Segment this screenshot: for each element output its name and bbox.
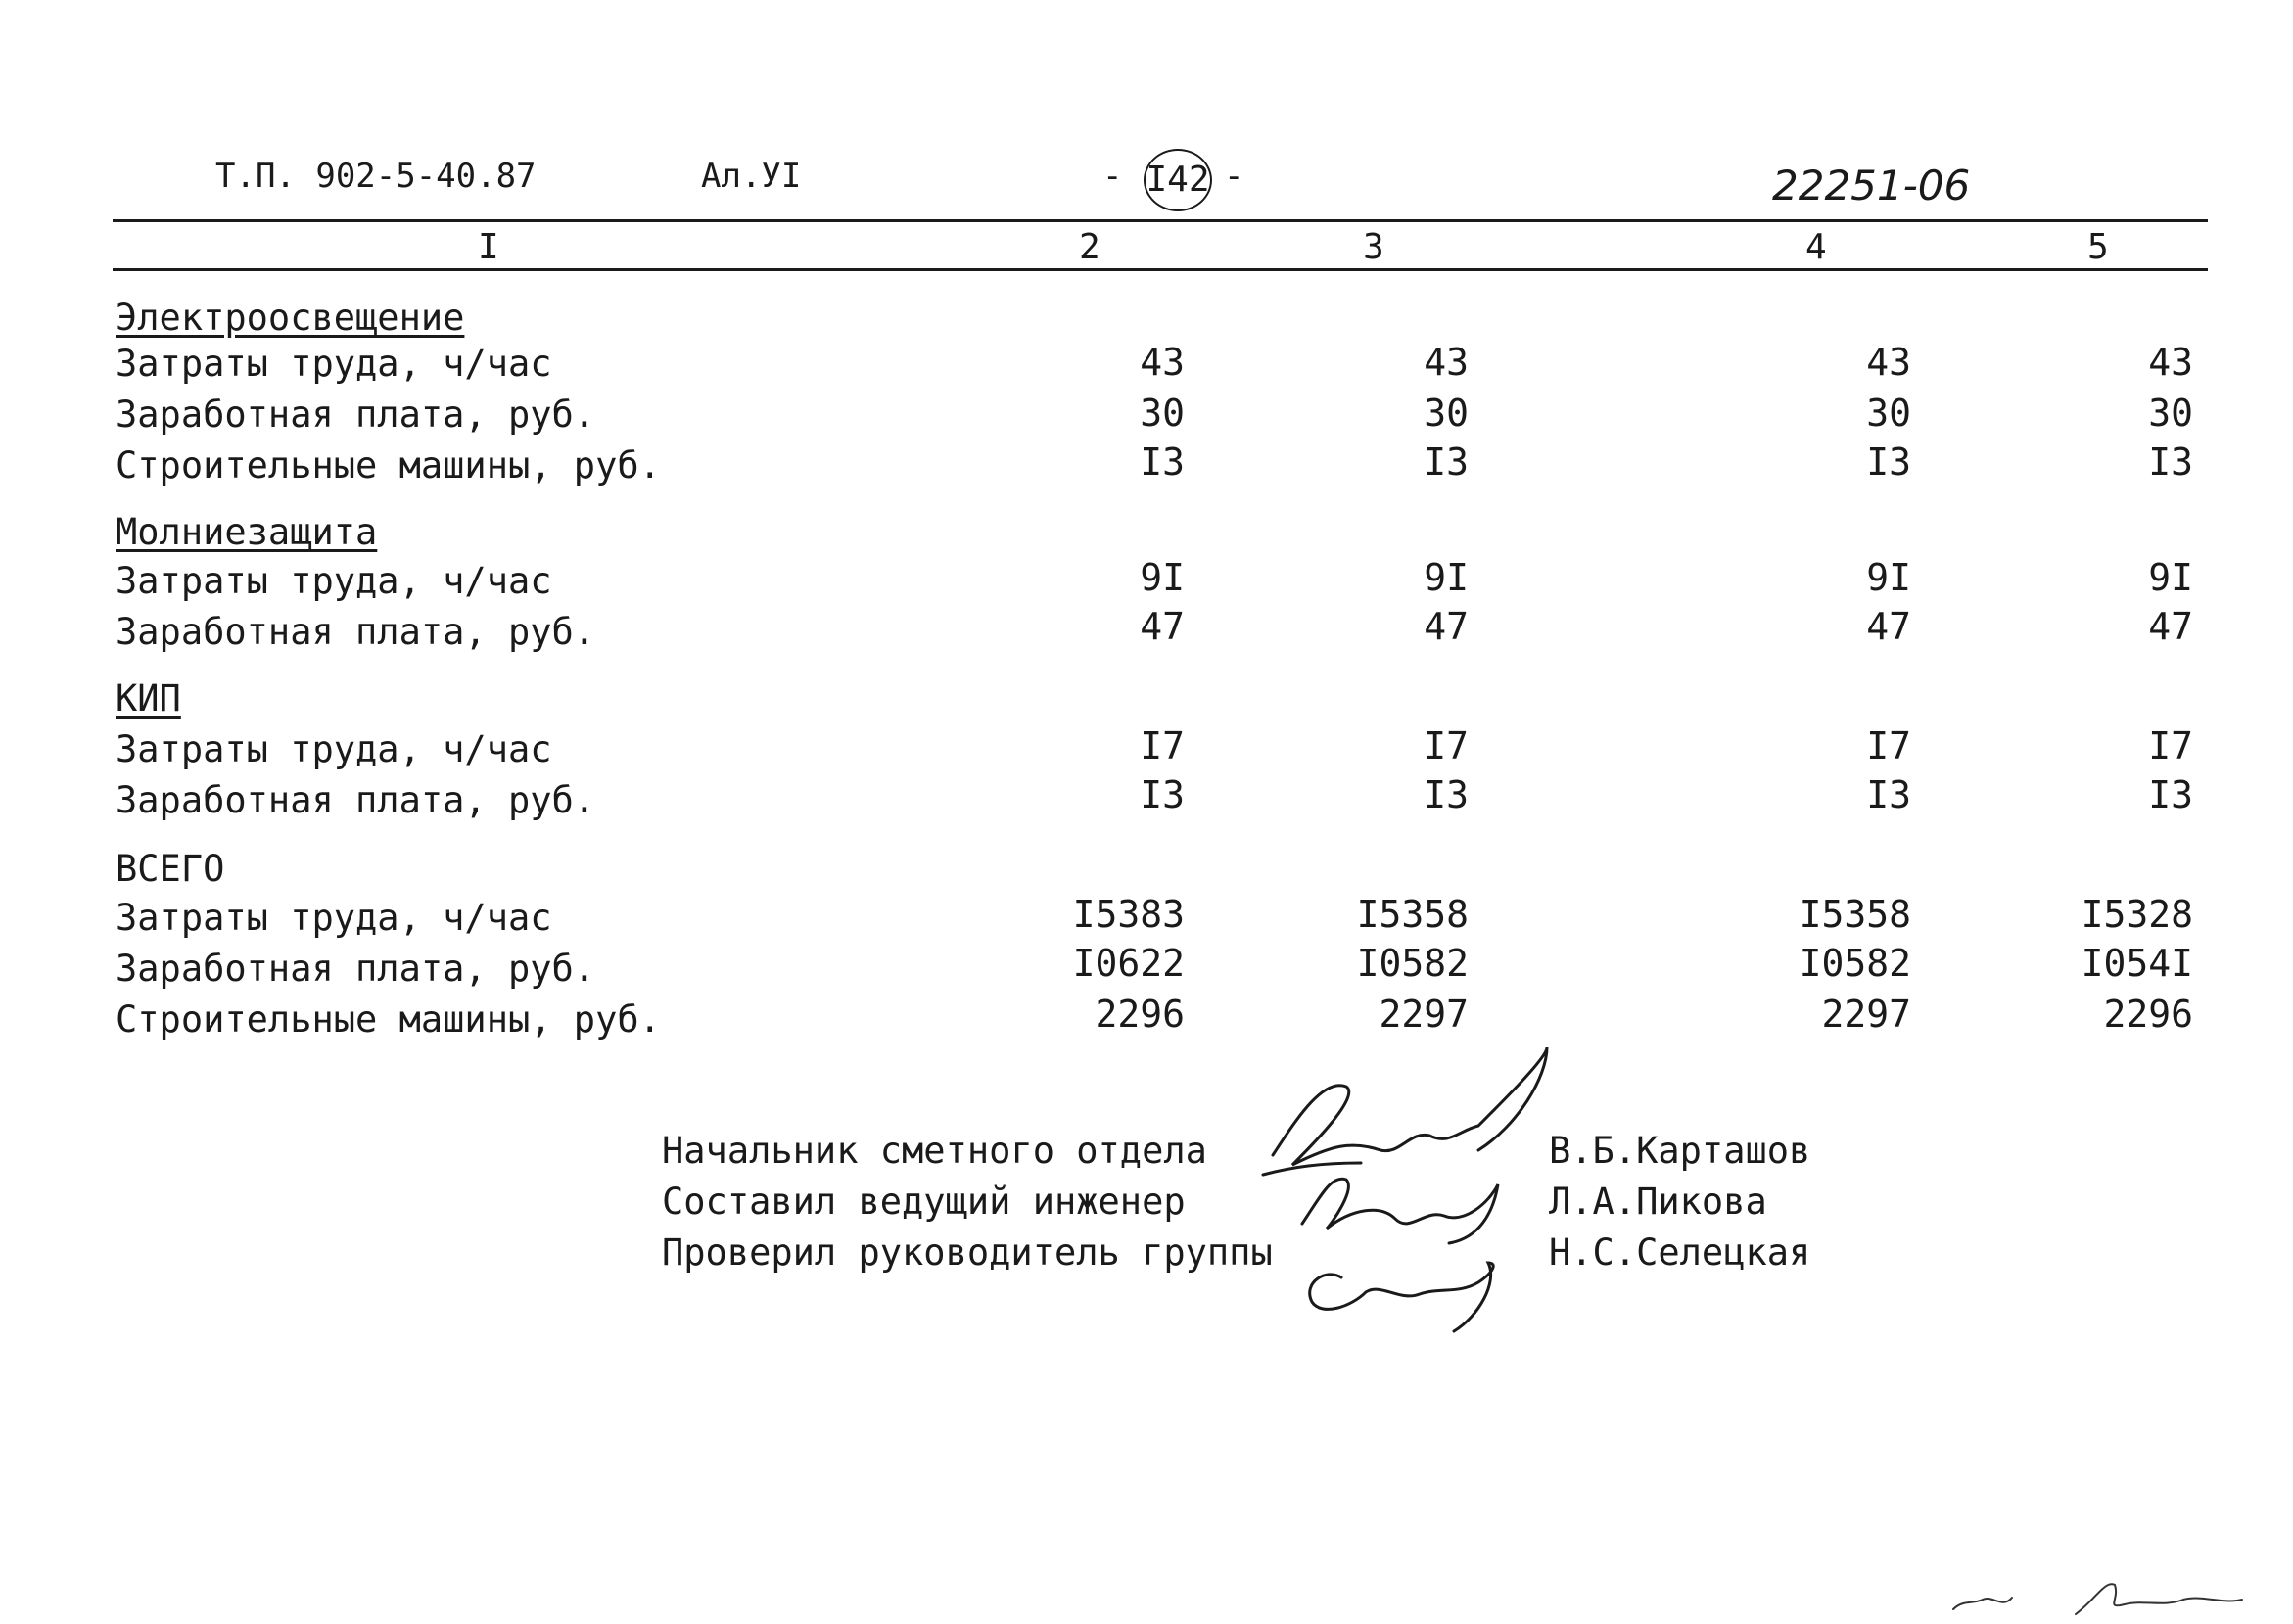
cell-value: 43 bbox=[1866, 341, 1911, 384]
cell-value: 9I bbox=[1424, 556, 1469, 599]
page-dash-right: - bbox=[1224, 157, 1244, 196]
document-code: Т.П. 902-5-40.87 bbox=[215, 157, 537, 196]
handwritten-signatures bbox=[1253, 1038, 1567, 1341]
cell-value: I3 bbox=[2148, 773, 2193, 816]
column-header-5: 5 bbox=[2087, 227, 2109, 267]
row-label: Заработная плата, руб. bbox=[116, 948, 596, 990]
cell-value: I7 bbox=[1866, 724, 1911, 767]
cell-value: 43 bbox=[1140, 341, 1185, 384]
section-title-instrumentation: КИП bbox=[116, 677, 181, 719]
row-label: Затраты труда, ч/час bbox=[116, 897, 552, 939]
cell-value: 9I bbox=[1140, 556, 1185, 599]
cell-value: I5358 bbox=[1356, 893, 1469, 936]
table-top-rule bbox=[113, 219, 2208, 222]
signature-role-compiler: Составил ведущий инженер bbox=[662, 1181, 1186, 1223]
row-label: Заработная плата, руб. bbox=[116, 779, 596, 821]
cell-value: 43 bbox=[2148, 341, 2193, 384]
album-number: Ал.УI bbox=[701, 157, 802, 196]
cell-value: I3 bbox=[1866, 441, 1911, 484]
column-header-2: 2 bbox=[1079, 227, 1100, 267]
cell-value: 2296 bbox=[2103, 993, 2193, 1036]
cell-value: 43 bbox=[1424, 341, 1469, 384]
cell-value: I3 bbox=[1140, 441, 1185, 484]
row-label: Строительные машины, руб. bbox=[116, 998, 661, 1041]
cell-value: 2296 bbox=[1095, 993, 1185, 1036]
signature-name-checker: Н.С.Селецкая bbox=[1549, 1231, 1811, 1274]
cell-value: I5328 bbox=[2081, 893, 2193, 936]
cell-value: I7 bbox=[2148, 724, 2193, 767]
reference-number: 22251-06 bbox=[1772, 162, 1971, 209]
table-header-rule bbox=[113, 268, 2208, 271]
cell-value: I3 bbox=[1424, 773, 1469, 816]
cell-value: 2297 bbox=[1379, 993, 1469, 1036]
cell-value: 30 bbox=[1424, 392, 1469, 435]
cell-value: I3 bbox=[2148, 441, 2193, 484]
cell-value: 30 bbox=[2148, 392, 2193, 435]
cell-value: I0582 bbox=[1799, 942, 1911, 985]
row-label: Затраты труда, ч/час bbox=[116, 343, 552, 385]
cell-value: I0622 bbox=[1072, 942, 1185, 985]
signature-name-compiler: Л.А.Пикова bbox=[1549, 1181, 1767, 1223]
cell-value: I0582 bbox=[1356, 942, 1469, 985]
cell-value: 47 bbox=[1424, 605, 1469, 648]
cell-value: 9I bbox=[2148, 556, 2193, 599]
row-label: Затраты труда, ч/час bbox=[116, 560, 552, 602]
corner-initials bbox=[1948, 1570, 2271, 1619]
section-title-lighting: Электроосвещение bbox=[116, 297, 465, 339]
section-title-total: ВСЕГО bbox=[116, 848, 225, 890]
cell-value: I7 bbox=[1140, 724, 1185, 767]
cell-value: I054I bbox=[2081, 942, 2193, 985]
column-header-1: I bbox=[478, 227, 499, 267]
cell-value: I7 bbox=[1424, 724, 1469, 767]
cell-value: I5383 bbox=[1072, 893, 1185, 936]
cell-value: 9I bbox=[1866, 556, 1911, 599]
cell-value: 2297 bbox=[1821, 993, 1911, 1036]
page-dash-left: - bbox=[1102, 157, 1123, 196]
row-label: Затраты труда, ч/час bbox=[116, 728, 552, 770]
signature-role-head: Начальник сметного отдела bbox=[662, 1130, 1207, 1172]
column-header-3: 3 bbox=[1363, 227, 1384, 267]
row-label: Заработная плата, руб. bbox=[116, 611, 596, 653]
cell-value: 47 bbox=[2148, 605, 2193, 648]
page-number: I42 bbox=[1144, 149, 1212, 211]
signature-name-head: В.Б.Карташов bbox=[1549, 1130, 1811, 1172]
cell-value: 30 bbox=[1866, 392, 1911, 435]
cell-value: I5358 bbox=[1799, 893, 1911, 936]
cell-value: I3 bbox=[1424, 441, 1469, 484]
cell-value: 30 bbox=[1140, 392, 1185, 435]
cell-value: I3 bbox=[1866, 773, 1911, 816]
row-label: Заработная плата, руб. bbox=[116, 394, 596, 436]
cell-value: 47 bbox=[1140, 605, 1185, 648]
section-title-lightning-protection: Молниезащита bbox=[116, 511, 378, 553]
column-header-4: 4 bbox=[1805, 227, 1827, 267]
signature-role-checker: Проверил руководитель группы bbox=[662, 1231, 1273, 1274]
cell-value: 47 bbox=[1866, 605, 1911, 648]
row-label: Строительные машины, руб. bbox=[116, 444, 661, 487]
cell-value: I3 bbox=[1140, 773, 1185, 816]
